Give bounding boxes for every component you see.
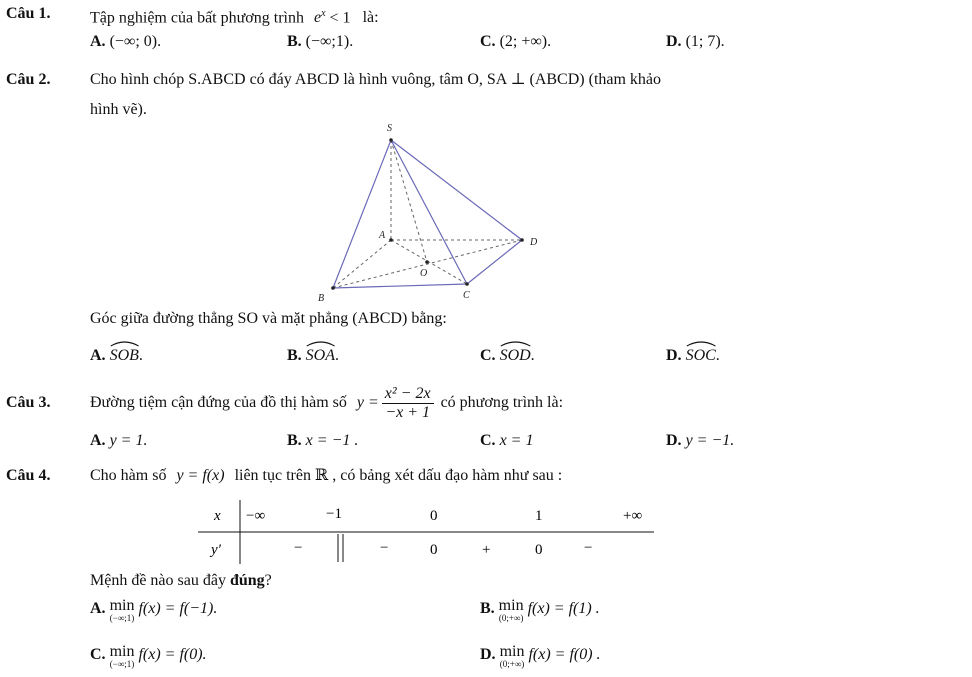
q3-text-after: có phương trình là: <box>440 394 564 411</box>
sign-table-sign: − <box>294 540 303 556</box>
point-B <box>331 286 335 290</box>
q4-label: Câu 4. <box>6 467 51 484</box>
q4-option-d[interactable] <box>480 645 601 669</box>
q3-option-d-value: y = −1. <box>685 432 735 449</box>
angle-hat-icon <box>110 338 139 347</box>
q2-option-c-angle: SOD <box>500 346 531 366</box>
sign-table-x-value: 1 <box>535 508 543 524</box>
q2-option-a[interactable] <box>90 346 143 366</box>
edge-AB <box>333 240 391 288</box>
q1-option-c-value: (2; +∞). <box>499 33 552 50</box>
q1-ineq-rest: < 1 <box>325 9 351 27</box>
q1-label: Câu 1. <box>6 5 51 22</box>
label-A: A <box>379 230 386 241</box>
q4-option-d-expr: f(x) = f(0) . <box>528 646 601 663</box>
q2-question: Góc giữa đường thẳng SO và mặt phẳng (ABCD) bằng: <box>90 310 447 327</box>
q1-option-d[interactable] <box>666 32 725 52</box>
q4-option-c-expr: f(x) = f(0). <box>138 646 207 663</box>
q2-option-b[interactable] <box>287 346 339 366</box>
q3-option-c[interactable] <box>480 431 533 451</box>
q3-option-c-value: x = 1 <box>499 432 534 449</box>
q4-option-a-expr: f(x) = f(−1). <box>138 600 218 617</box>
sign-table <box>198 500 658 566</box>
q1-option-c[interactable] <box>480 32 551 52</box>
q4-text-after: liên tục trên ℝ , có bảng xét dấu đạo hàm như sau : <box>234 467 563 484</box>
q2-option-a-letter: A. <box>90 347 106 364</box>
sign-table-x-label: x <box>214 508 221 524</box>
q3-option-b[interactable] <box>287 431 358 451</box>
q3-option-b-letter: B. <box>287 432 302 449</box>
q4-question <box>90 571 272 591</box>
sign-table-x-value: +∞ <box>623 508 643 524</box>
point-S <box>389 138 393 142</box>
q4-question-text: Mệnh đề nào sau đây <box>90 572 226 589</box>
edge-BC <box>333 284 467 288</box>
q1-option-d-value: (1; 7). <box>685 33 725 50</box>
angle-hat-icon <box>686 338 716 347</box>
q2-option-d-letter: D. <box>666 347 682 364</box>
q2-option-c-end: . <box>530 347 535 364</box>
angle-hat-icon <box>306 338 335 347</box>
label-B: B <box>318 293 325 304</box>
q4-option-b-expr: f(x) = f(1) . <box>527 600 600 617</box>
edge-SD <box>391 140 522 240</box>
q1-text-after: là: <box>362 9 379 27</box>
sign-table-sign: 0 <box>430 542 438 558</box>
q3-option-b-value: x = −1 . <box>305 432 359 449</box>
angle-hat-icon <box>500 338 531 347</box>
point-D <box>520 238 524 242</box>
edge-CD <box>467 240 522 284</box>
point-O <box>425 260 429 264</box>
q2-label: Câu 2. <box>6 71 51 88</box>
q2-option-a-end: . <box>138 347 143 364</box>
q4-option-a[interactable] <box>90 599 217 623</box>
q4-option-a-min: min (−∞;1) <box>109 597 135 623</box>
q4-option-b-min: min (0;+∞) <box>498 597 524 623</box>
q2-option-a-angle: SOB <box>110 346 139 366</box>
q3-option-a-letter: A. <box>90 432 106 449</box>
q3-numerator: x² − 2x <box>382 385 434 404</box>
q1-option-b-value: (−∞;1). <box>305 33 354 50</box>
q1-option-d-letter: D. <box>666 33 682 50</box>
q4-option-c-letter: C. <box>90 646 106 663</box>
q3-option-a-value: y = 1. <box>109 432 148 449</box>
q1-text-before: Tập nghiệm của bất phương trình <box>90 9 304 27</box>
q4-stem <box>90 466 562 486</box>
q1-option-a[interactable] <box>90 32 161 52</box>
q1-option-a-letter: A. <box>90 33 106 50</box>
label-C: C <box>463 290 470 301</box>
q2-text-line1: Cho hình chóp S.ABCD có đáy ABCD là hình vuông, tâm O, SA ⊥ (ABCD) (tham khảo <box>90 71 662 88</box>
point-C <box>465 282 469 286</box>
q1-stem <box>90 4 379 28</box>
sign-table-x-value: −∞ <box>246 508 266 524</box>
q2-text-line2: hình vẽ). <box>90 101 147 118</box>
q3-option-d-letter: D. <box>666 432 682 449</box>
q4-text-before: Cho hàm số <box>90 467 167 484</box>
point-A <box>389 238 393 242</box>
q4-option-a-letter: A. <box>90 600 106 617</box>
q3-stem <box>90 380 563 426</box>
q4-option-d-letter: D. <box>480 646 496 663</box>
q2-option-c[interactable] <box>480 346 535 366</box>
q3-option-d[interactable] <box>666 431 734 451</box>
q3-denominator: −x + 1 <box>385 403 431 421</box>
q1-option-b-letter: B. <box>287 33 302 50</box>
sign-table-x-value: 0 <box>430 508 438 524</box>
q4-option-d-min: min (0;+∞) <box>499 643 525 669</box>
q4-question-end: ? <box>264 572 272 589</box>
q2-option-d[interactable] <box>666 346 720 366</box>
pyramid-figure <box>300 118 560 308</box>
q3-fraction <box>382 385 434 422</box>
sign-table-sign: + <box>482 542 491 558</box>
q4-question-bold: đúng <box>229 572 265 589</box>
q3-y-eq: y = <box>356 394 379 411</box>
label-S: S <box>387 123 392 134</box>
q4-option-b[interactable] <box>480 599 600 623</box>
q2-option-d-end: . <box>715 347 720 364</box>
q4-func: y = f(x) <box>176 467 225 484</box>
q4-option-c-min: min (−∞;1) <box>109 643 135 669</box>
q2-option-b-angle: SOA <box>306 346 335 366</box>
q3-label: Câu 3. <box>6 394 51 411</box>
label-O: O <box>420 268 428 279</box>
q3-text-before: Đường tiệm cận đứng của đồ thị hàm số <box>90 394 347 411</box>
q2-option-d-angle: SOC <box>686 346 716 366</box>
sign-table-x-value: −1 <box>326 506 342 522</box>
q2-option-b-end: . <box>335 347 339 364</box>
q2-option-b-letter: B. <box>287 347 302 364</box>
q4-option-b-letter: B. <box>480 600 495 617</box>
q1-option-b[interactable] <box>287 32 353 52</box>
q1-ineq-exp: x <box>321 8 326 19</box>
sign-table-sign: − <box>584 540 593 556</box>
sign-table-y-label: y′ <box>211 542 221 558</box>
q3-option-c-letter: C. <box>480 432 496 449</box>
q4-option-c[interactable] <box>90 645 207 669</box>
sign-table-sign: 0 <box>535 542 543 558</box>
q1-ineq-base: e <box>313 9 322 27</box>
q1-option-c-letter: C. <box>480 33 496 50</box>
q3-option-a[interactable] <box>90 431 147 451</box>
sign-table-sign: − <box>380 540 389 556</box>
q2-option-c-letter: C. <box>480 347 496 364</box>
q1-option-a-value: (−∞; 0). <box>109 33 162 50</box>
label-D: D <box>530 237 538 248</box>
edge-SB <box>333 140 391 288</box>
